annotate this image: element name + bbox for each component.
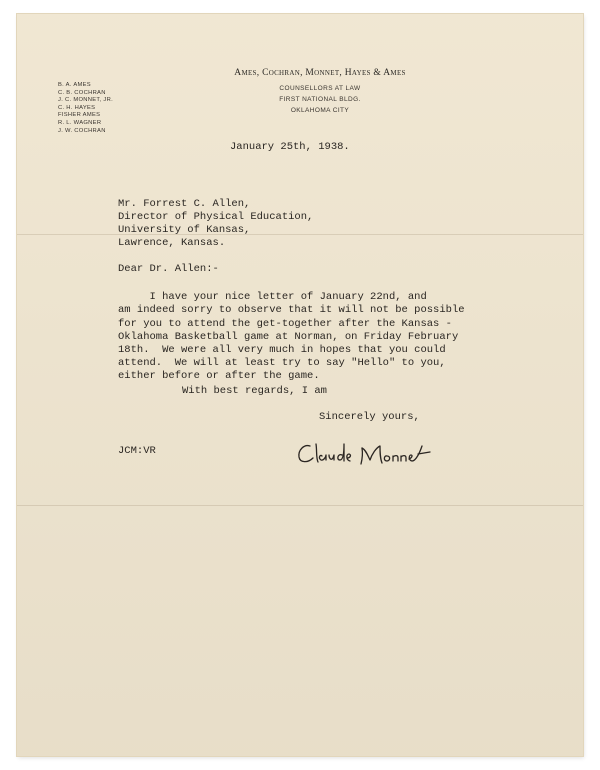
typist-initials: JCM:VR: [118, 445, 156, 457]
firm-name: Ames, Cochran, Monnet, Hayes & Ames: [234, 68, 406, 78]
partner-name: C. B. COCHRAN: [58, 89, 106, 96]
body-line: 18th. We were all very much in hopes that you could: [118, 344, 446, 356]
recipient-line: Mr. Forrest C. Allen,: [118, 198, 251, 210]
body-line: am indeed sorry to observe that it will not be possible: [118, 304, 465, 316]
partner-list: [58, 82, 113, 135]
recipient-line: Lawrence, Kansas.: [118, 237, 226, 249]
closing: Sincerely yours,: [319, 411, 420, 423]
body-line: for you to attend the get-together after the Kansas -: [118, 318, 452, 330]
recipient-line: University of Kansas,: [118, 224, 251, 236]
fold-line-lower: [17, 505, 583, 506]
firm-city: OKLAHOMA CITY: [290, 107, 350, 114]
partner-name: J. C. MONNET, JR.: [58, 97, 114, 104]
partner-name: B. A. AMES: [58, 82, 91, 88]
letter-date: January 25th, 1938.: [230, 141, 350, 153]
body-line: Oklahoma Basketball game at Norman, on Friday February: [118, 331, 459, 343]
fold-line-upper: [17, 234, 583, 235]
partner-name: J. W. COCHRAN: [58, 127, 106, 134]
regards-line: With best regards, I am: [182, 385, 327, 397]
partner-name: R. L. WAGNER: [58, 119, 102, 126]
body-line: attend. We will at least try to say "Hello" to you,: [118, 357, 446, 369]
recipient-line: Director of Physical Education,: [118, 211, 314, 223]
salutation: Dear Dr. Allen:-: [118, 263, 219, 275]
firm-building: FIRST NATIONAL BLDG.: [279, 96, 361, 103]
handwritten-signature: [296, 436, 446, 470]
body-line: I have your nice letter of January 22nd, and: [118, 291, 427, 303]
body-line: either before or after the game.: [118, 370, 320, 382]
firm-title: COUNSELLORS AT LAW: [279, 85, 361, 92]
partner-name: FISHER AMES: [58, 112, 101, 119]
partner-name: C. H. HAYES: [58, 104, 96, 111]
